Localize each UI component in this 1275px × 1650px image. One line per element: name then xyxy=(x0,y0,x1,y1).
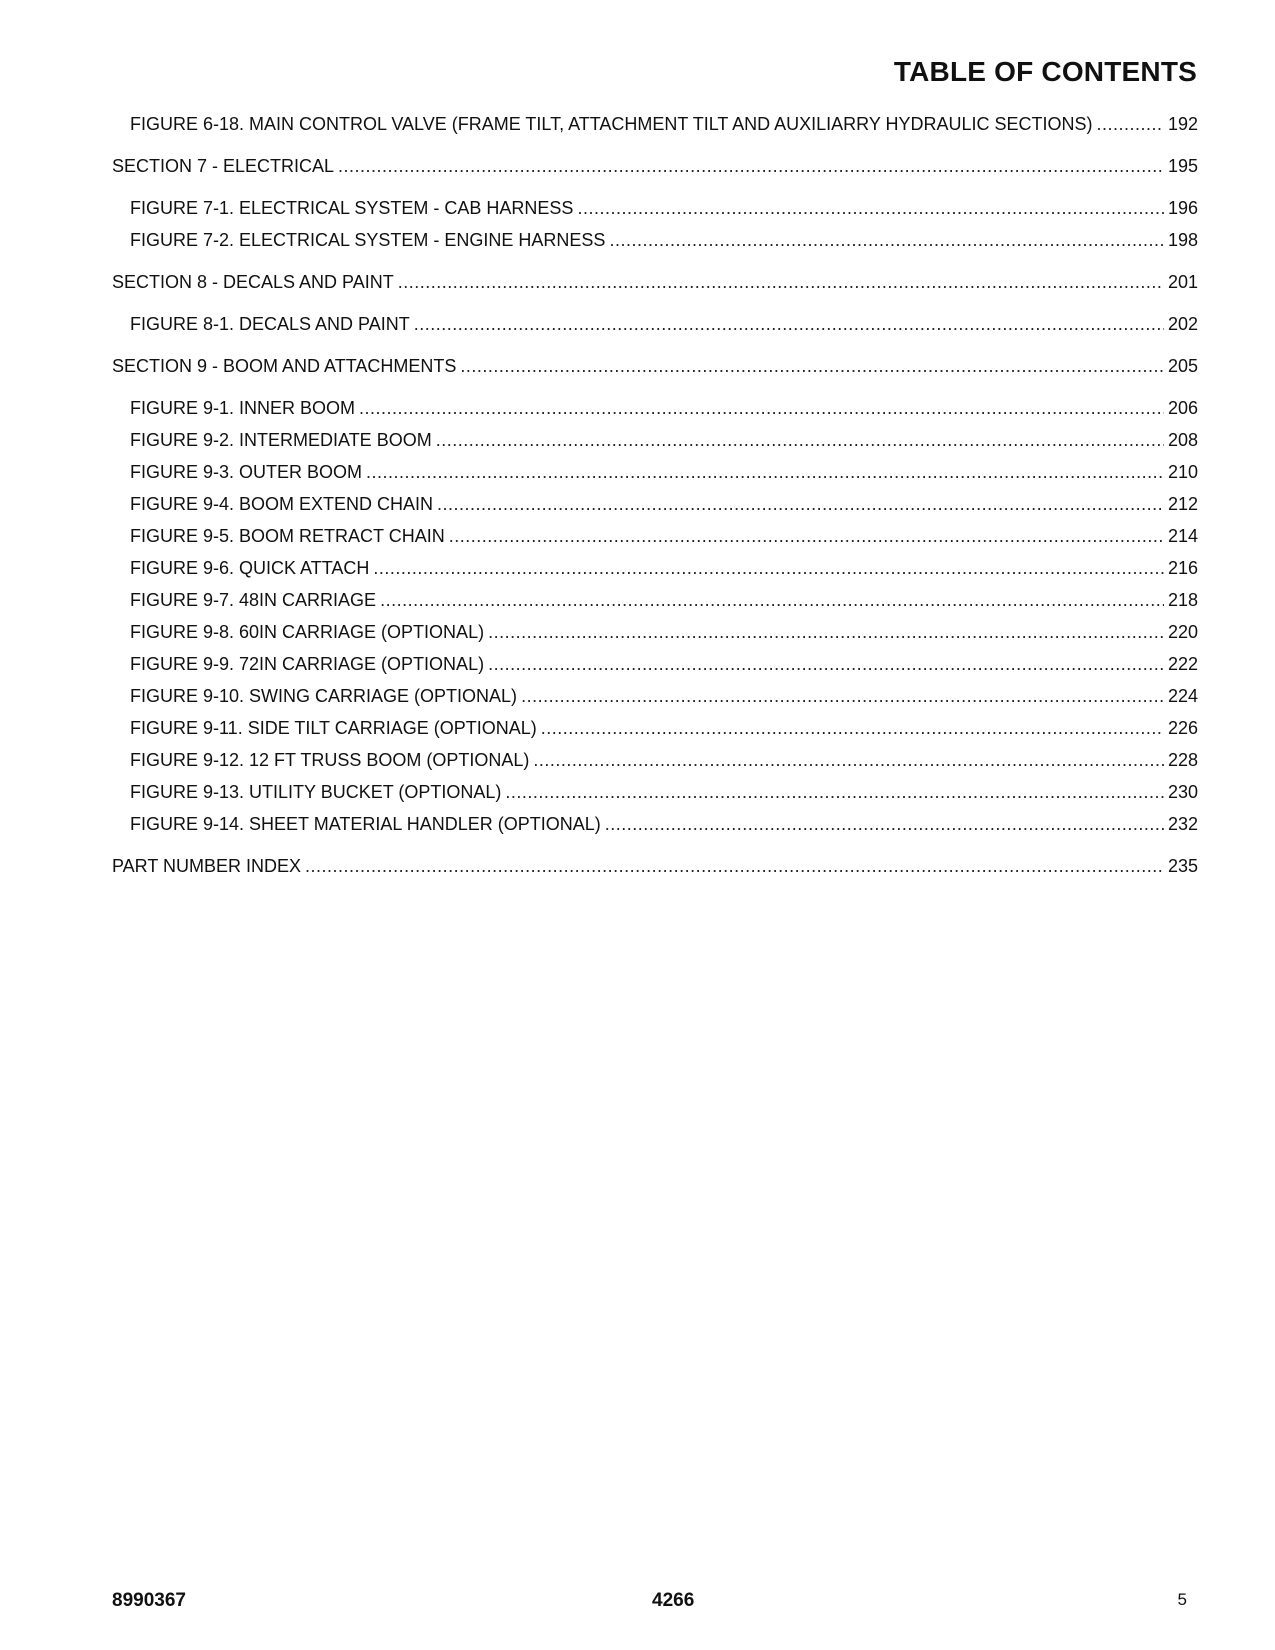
toc-entry[interactable] xyxy=(112,520,1198,552)
toc-entry[interactable] xyxy=(112,552,1198,584)
dot-leader xyxy=(305,850,1164,882)
toc-entry[interactable] xyxy=(112,488,1198,520)
footer-page-number: 5 xyxy=(1177,1590,1187,1609)
toc-entry-label: PART NUMBER INDEX xyxy=(112,856,302,876)
toc-entry-page: 205 xyxy=(1167,356,1198,376)
dot-leader xyxy=(1097,108,1164,140)
toc-entry-label: FIGURE 9-7. 48IN CARRIAGE xyxy=(130,590,377,610)
dot-leader xyxy=(488,616,1164,648)
dot-leader xyxy=(533,744,1164,776)
toc-entry-page: 232 xyxy=(1167,814,1198,834)
toc-entry[interactable] xyxy=(112,584,1198,616)
dot-leader xyxy=(460,350,1164,382)
toc-entry[interactable] xyxy=(112,808,1198,840)
dot-leader xyxy=(366,456,1164,488)
toc-entry-page: 202 xyxy=(1167,314,1198,334)
toc-entry-page: 210 xyxy=(1167,462,1198,482)
toc-entry-label: FIGURE 9-4. BOOM EXTEND CHAIN xyxy=(130,494,434,514)
toc-entry-label: FIGURE 7-2. ELECTRICAL SYSTEM - ENGINE HARNESS xyxy=(130,230,606,250)
toc-section-entry[interactable] xyxy=(112,850,1198,882)
toc-entry-label: SECTION 8 - DECALS AND PAINT xyxy=(112,272,394,292)
toc-entry-label: FIGURE 9-14. SHEET MATERIAL HANDLER (OPTIONAL) xyxy=(130,814,601,834)
toc-entry[interactable] xyxy=(112,712,1198,744)
toc-entry-page: 198 xyxy=(1167,230,1198,250)
toc-entry-label: FIGURE 9-11. SIDE TILT CARRIAGE (OPTIONAL) xyxy=(130,718,537,738)
toc-entry-page: 224 xyxy=(1167,686,1198,706)
toc-entry-label: FIGURE 9-1. INNER BOOM xyxy=(130,398,356,418)
dot-leader xyxy=(398,266,1164,298)
toc-section-entry[interactable] xyxy=(112,150,1198,182)
toc-entry[interactable] xyxy=(112,308,1198,340)
toc-entry-page: 212 xyxy=(1167,494,1198,514)
toc-entry-page: 220 xyxy=(1167,622,1198,642)
dot-leader xyxy=(436,424,1164,456)
toc-entry[interactable] xyxy=(112,616,1198,648)
toc-entry[interactable] xyxy=(112,680,1198,712)
footer-part-number: 8990367 xyxy=(112,1590,186,1611)
toc-entry-label: FIGURE 9-6. QUICK ATTACH xyxy=(130,558,370,578)
toc-entry-label: FIGURE 8-1. DECALS AND PAINT xyxy=(130,314,410,334)
toc-entry-label: SECTION 9 - BOOM AND ATTACHMENTS xyxy=(112,356,457,376)
dot-leader xyxy=(577,192,1164,224)
toc-section-entry[interactable] xyxy=(112,266,1198,298)
toc-entry[interactable] xyxy=(112,456,1198,488)
toc-entry-label: FIGURE 9-3. OUTER BOOM xyxy=(130,462,363,482)
toc-entry-label: FIGURE 6-18. MAIN CONTROL VALVE (FRAME TILT, ATTACHMENT TILT AND AUXILIARRY HYDRAULIC SECTIONS) xyxy=(130,114,1093,134)
toc-entry-label: FIGURE 9-13. UTILITY BUCKET (OPTIONAL) xyxy=(130,782,502,802)
toc-entry-page: 196 xyxy=(1167,198,1198,218)
toc-entry-page: 230 xyxy=(1167,782,1198,802)
toc-entry-page: 195 xyxy=(1167,156,1198,176)
toc-entry[interactable] xyxy=(112,744,1198,776)
toc-entry-label: FIGURE 9-12. 12 FT TRUSS BOOM (OPTIONAL) xyxy=(130,750,530,770)
dot-leader xyxy=(414,308,1164,340)
footer-model: 4266 xyxy=(652,1590,695,1611)
dot-leader xyxy=(449,520,1164,552)
dot-leader xyxy=(338,150,1164,182)
toc-entry-page: 222 xyxy=(1167,654,1198,674)
toc-entry[interactable] xyxy=(112,108,1198,140)
dot-leader xyxy=(605,808,1164,840)
toc-entry-page: 192 xyxy=(1167,114,1198,134)
toc-entry-label: FIGURE 9-10. SWING CARRIAGE (OPTIONAL) xyxy=(130,686,518,706)
toc-entry-label: SECTION 7 - ELECTRICAL xyxy=(112,156,335,176)
toc-entry-page: 216 xyxy=(1167,558,1198,578)
toc-entry-label: FIGURE 9-9. 72IN CARRIAGE (OPTIONAL) xyxy=(130,654,485,674)
dot-leader xyxy=(437,488,1164,520)
dot-leader xyxy=(359,392,1164,424)
dot-leader xyxy=(488,648,1164,680)
toc-entry-page: 228 xyxy=(1167,750,1198,770)
dot-leader xyxy=(521,680,1164,712)
toc-entry[interactable] xyxy=(112,224,1198,256)
toc-entry[interactable] xyxy=(112,776,1198,808)
toc-entry-page: 226 xyxy=(1167,718,1198,738)
toc-section-entry[interactable] xyxy=(112,350,1198,382)
toc-entry-label: FIGURE 9-2. INTERMEDIATE BOOM xyxy=(130,430,432,450)
toc-entry-label: FIGURE 9-5. BOOM RETRACT CHAIN xyxy=(130,526,445,546)
toc-entry-page: 206 xyxy=(1167,398,1198,418)
toc-entry-page: 218 xyxy=(1167,590,1198,610)
table-of-contents xyxy=(112,108,1198,892)
toc-entry[interactable] xyxy=(112,424,1198,456)
dot-leader xyxy=(541,712,1164,744)
toc-entry-page: 235 xyxy=(1167,856,1198,876)
page-footer xyxy=(112,1590,1187,1614)
toc-entry-page: 201 xyxy=(1167,272,1198,292)
toc-entry[interactable] xyxy=(112,648,1198,680)
dot-leader xyxy=(373,552,1164,584)
page-title: TABLE OF CONTENTS xyxy=(893,56,1197,87)
dot-leader xyxy=(609,224,1164,256)
toc-entry[interactable] xyxy=(112,192,1198,224)
toc-entry-label: FIGURE 7-1. ELECTRICAL SYSTEM - CAB HARNESS xyxy=(130,198,574,218)
dot-leader xyxy=(505,776,1164,808)
toc-entry-label: FIGURE 9-8. 60IN CARRIAGE (OPTIONAL) xyxy=(130,622,485,642)
toc-entry-page: 214 xyxy=(1167,526,1198,546)
dot-leader xyxy=(380,584,1164,616)
toc-entry-page: 208 xyxy=(1167,430,1198,450)
toc-entry[interactable] xyxy=(112,392,1198,424)
